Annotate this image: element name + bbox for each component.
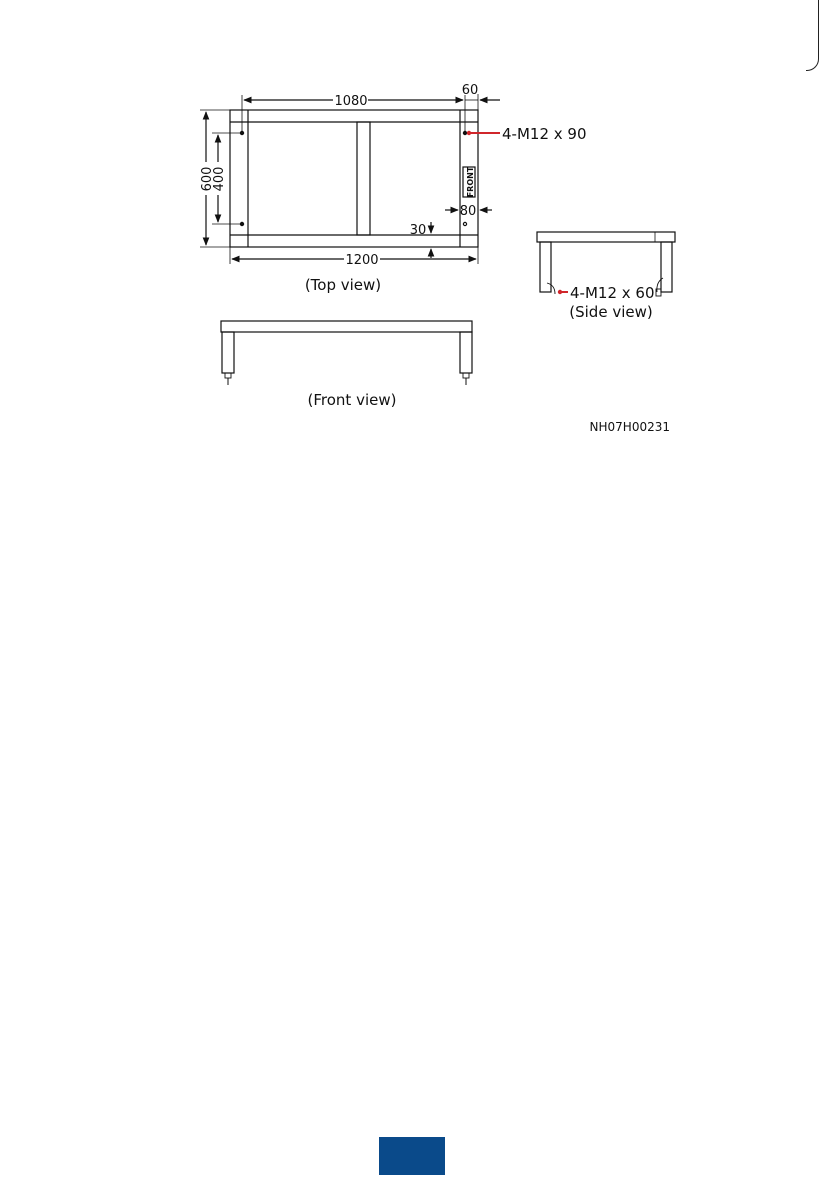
front-top-rail bbox=[221, 321, 472, 332]
dim-1200-label: 1200 bbox=[345, 253, 379, 268]
page-number-tab bbox=[379, 1137, 445, 1175]
bolt-hole bbox=[463, 222, 466, 225]
side-bolt-callout: 4-M12 x 60 bbox=[570, 284, 655, 302]
side-top-rail bbox=[537, 232, 675, 242]
front-right-leg bbox=[460, 332, 472, 373]
dim-80-label: 80 bbox=[459, 204, 477, 219]
side-left-leg bbox=[540, 242, 551, 292]
front-left-leg bbox=[222, 332, 234, 373]
side-callout bbox=[558, 290, 568, 294]
dim-400-label: 400 bbox=[212, 166, 227, 192]
center-beam bbox=[357, 122, 370, 235]
front-view bbox=[221, 321, 472, 385]
figure-id: NH07H00231 bbox=[589, 420, 670, 434]
top-view bbox=[200, 94, 500, 264]
dim-1080-label: 1080 bbox=[334, 94, 368, 109]
dim-60-label: 60 bbox=[461, 83, 479, 98]
front-view-caption: (Front view) bbox=[307, 391, 397, 409]
dim-30-label: 30 bbox=[409, 223, 427, 238]
dim-600-label: 600 bbox=[200, 166, 215, 192]
top-view-outline bbox=[230, 110, 478, 247]
side-view-caption: (Side view) bbox=[569, 303, 653, 321]
top-view-caption: (Top view) bbox=[304, 276, 382, 294]
top-callout bbox=[467, 131, 500, 135]
top-bolt-callout: 4-M12 x 90 bbox=[502, 125, 587, 143]
front-label: FRONT bbox=[466, 166, 475, 198]
side-right-leg bbox=[661, 242, 672, 292]
